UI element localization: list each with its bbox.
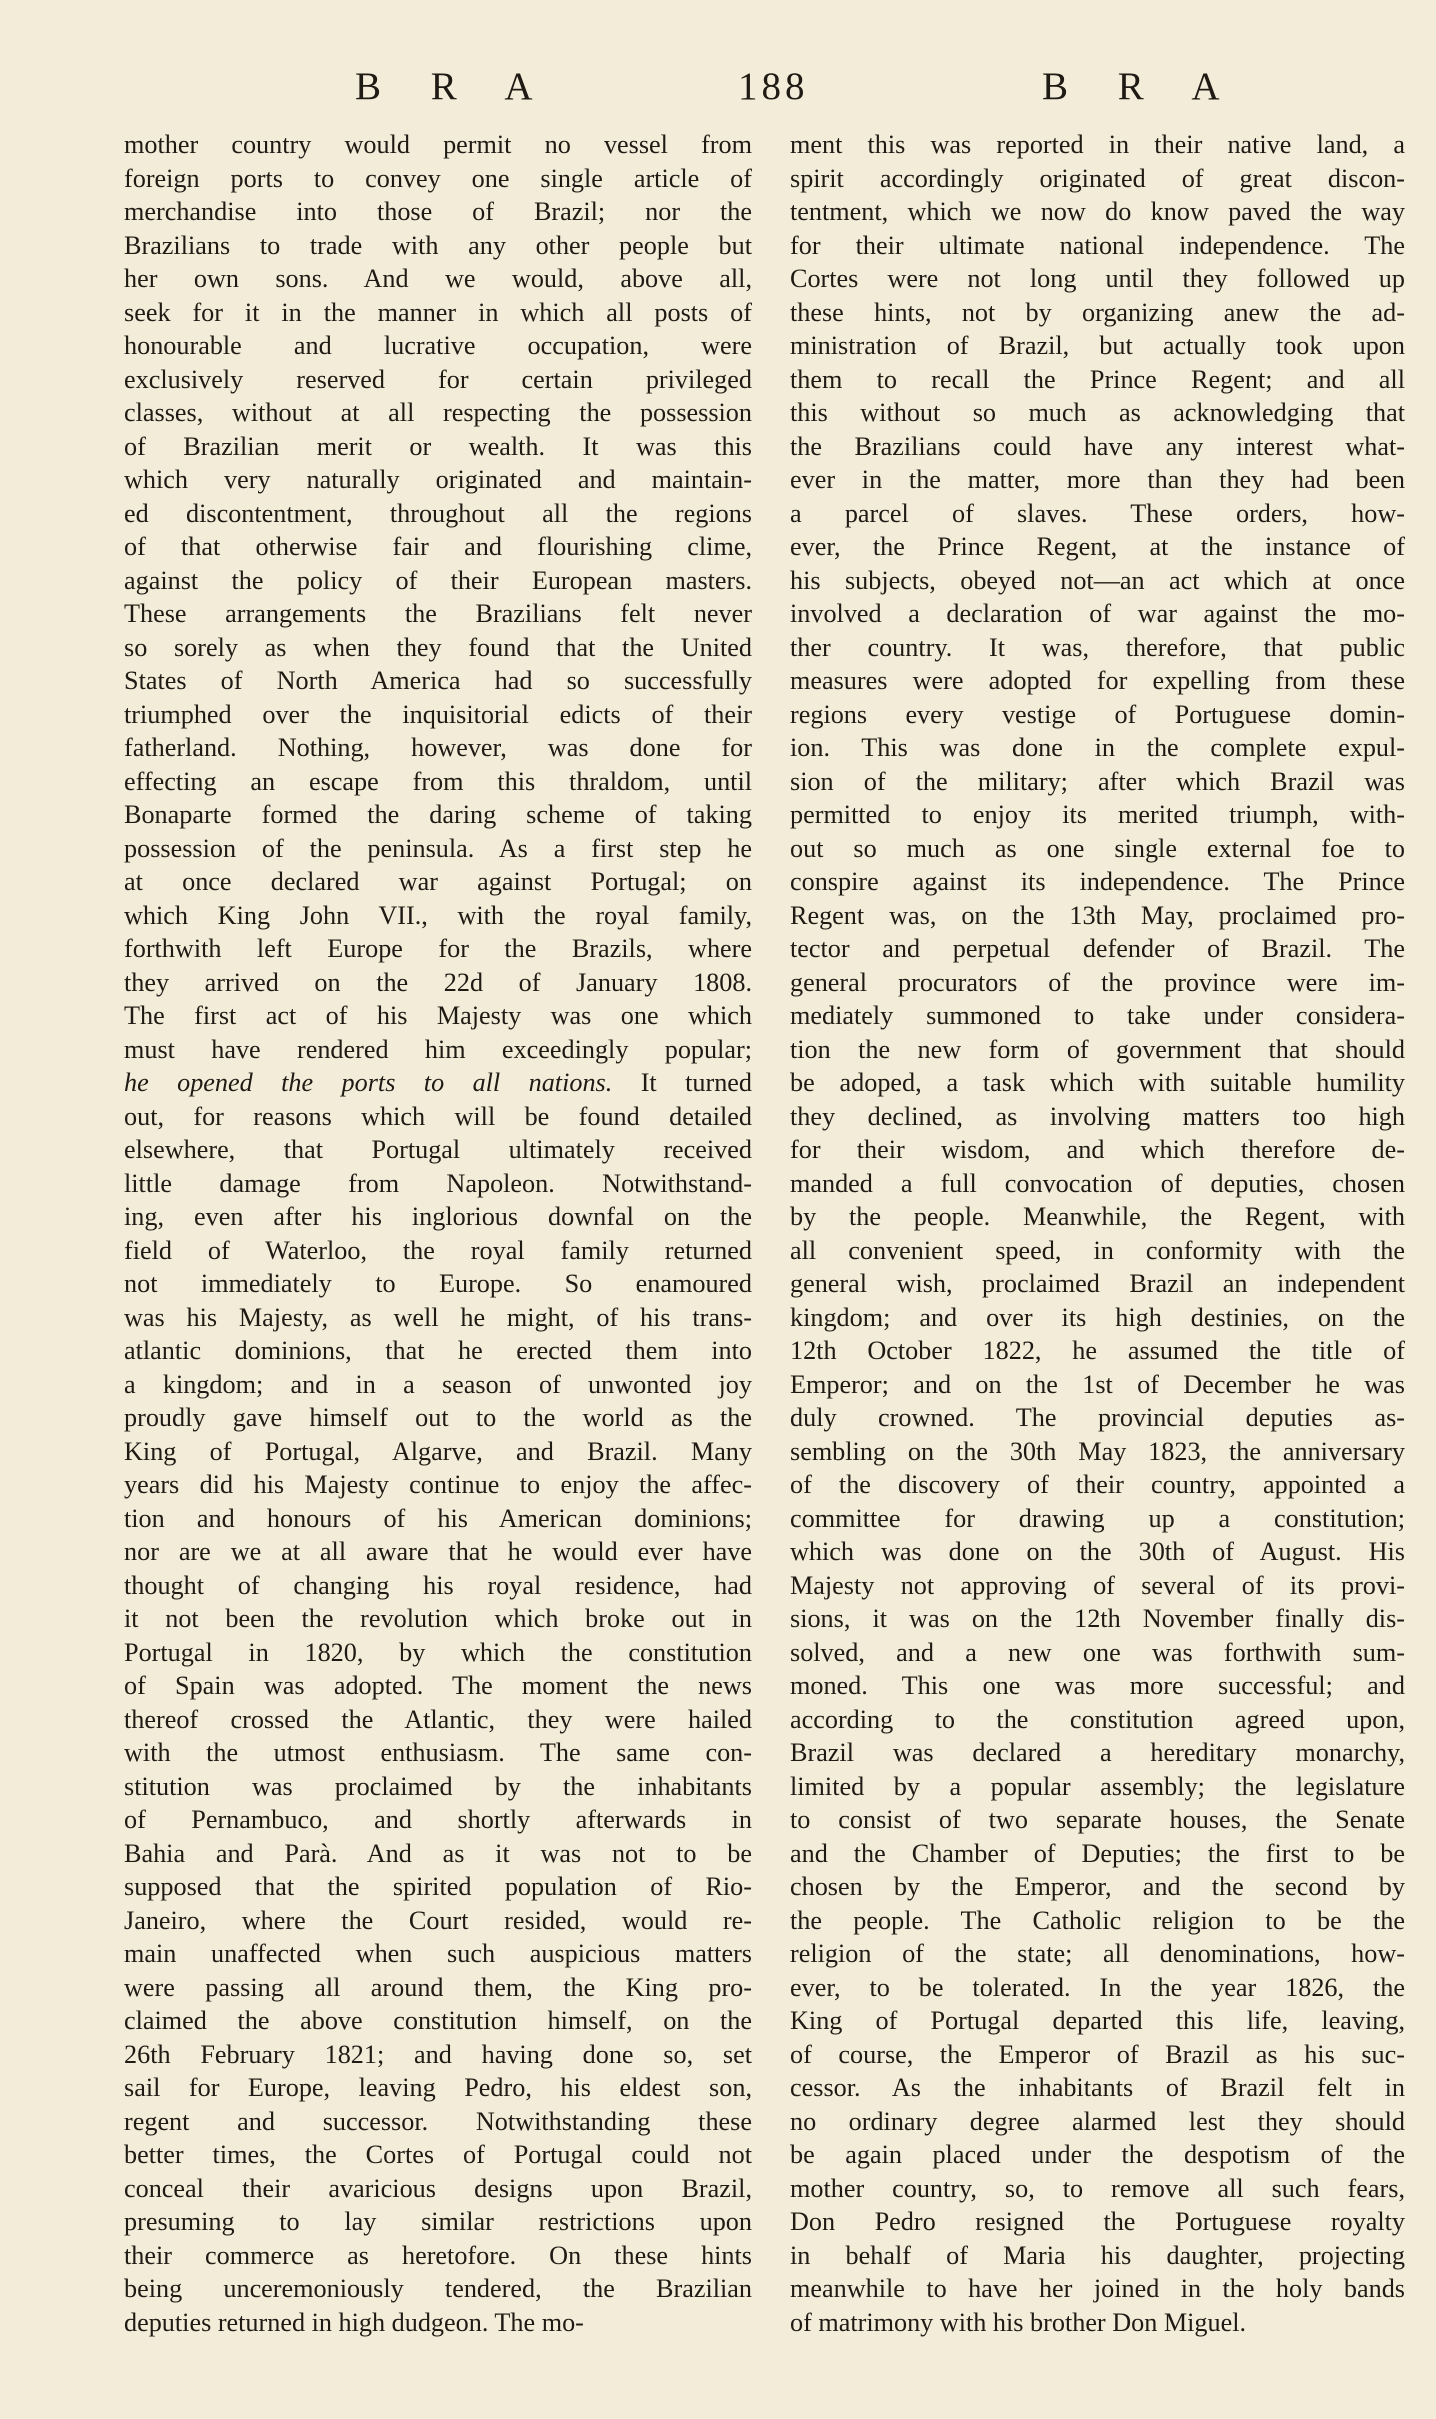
text-line: not immediately to Europe. So enamoured xyxy=(124,1269,752,1298)
text-line: involved a declaration of war against the mo- xyxy=(790,599,1405,628)
text-line: kingdom; and over its high destinies, on the xyxy=(790,1302,1405,1332)
text-line: years did his Majesty continue to enjoy the affec- xyxy=(124,1470,752,1499)
text-line: conceal their avaricious designs upon Brazil, xyxy=(124,2173,752,2203)
text-line: of Brazilian merit or wealth. It was this xyxy=(124,431,752,461)
text-line: regions every vestige of Portuguese domin- xyxy=(790,699,1405,729)
text-line: Bahia and Parà. And as it was not to be xyxy=(124,1838,752,1868)
text-line: little damage from Napoleon. Notwithstand- xyxy=(124,1168,752,1198)
text-line: manded a full convocation of deputies, chosen xyxy=(790,1168,1405,1198)
text-line: classes, without at all respecting the possession xyxy=(124,398,752,427)
text-line: tion the new form of government that should xyxy=(790,1034,1405,1064)
text-line: was his Majesty, as well he might, of his trans- xyxy=(124,1302,752,1332)
text-line: forthwith left Europe for the Brazils, where xyxy=(124,934,752,963)
text-line: chosen by the Emperor, and the second by xyxy=(790,1872,1405,1901)
text-line: mother country, so, to remove all such fears, xyxy=(790,2173,1405,2203)
text-line: of Pernambuco, and shortly afterwards in xyxy=(124,1805,752,1834)
text-line: Portugal in 1820, by which the constitution xyxy=(124,1637,752,1667)
text-line: of course, the Emperor of Brazil as his suc- xyxy=(790,2039,1405,2069)
text-line: these hints, not by organizing anew the ad- xyxy=(790,297,1405,327)
text-line: spirit accordingly originated of great discon- xyxy=(790,163,1405,193)
text-line: regent and successor. Notwithstanding these xyxy=(124,2106,752,2136)
text-line: limited by a popular assembly; the legislature xyxy=(790,1771,1405,1801)
text-line: proudly gave himself out to the world as the xyxy=(124,1403,752,1432)
text-line: his subjects, obeyed not—an act which at once xyxy=(790,565,1405,595)
text-line: effecting an escape from this thraldom, until xyxy=(124,766,752,796)
text-line: triumphed over the inquisitorial edicts of their xyxy=(124,699,752,729)
text-line: which was done on the 30th of August. His xyxy=(790,1537,1405,1566)
text-line: must have rendered him exceedingly popular; xyxy=(124,1034,752,1064)
text-line: claimed the above constitution himself, on the xyxy=(124,2006,752,2035)
text-line: duly crowned. The provincial deputies as- xyxy=(790,1403,1405,1432)
text-line: for their wisdom, and which therefore de- xyxy=(790,1135,1405,1164)
text-line: atlantic dominions, that he erected them into xyxy=(124,1336,752,1365)
text-line: by the people. Meanwhile, the Regent, with xyxy=(790,1202,1405,1231)
text-line: this without so much as acknowledging that xyxy=(790,398,1405,427)
text-line: meanwhile to have her joined in the holy bands xyxy=(790,2274,1405,2303)
text-line: thereof crossed the Atlantic, they were hailed xyxy=(124,1704,752,1734)
text-line: out so much as one single external foe to xyxy=(790,833,1405,863)
text-line: Majesty not approving of several of its provi- xyxy=(790,1570,1405,1600)
text-line: seek for it in the manner in which all posts of xyxy=(124,297,752,327)
text-line: nor are we at all aware that he would ever have xyxy=(124,1537,752,1566)
text-line: a parcel of slaves. These orders, how- xyxy=(790,498,1405,528)
text-line: Cortes were not long until they followed up xyxy=(790,264,1405,293)
text-line: mediately summoned to take under considera- xyxy=(790,1001,1405,1030)
text-line: ever, the Prince Regent, at the instance of xyxy=(790,532,1405,561)
header-left: B R A xyxy=(355,65,553,108)
text-line: States of North America had so successfully xyxy=(124,666,752,695)
text-line: cessor. As the inhabitants of Brazil felt in xyxy=(790,2073,1405,2102)
text-fragment: It turned xyxy=(612,1068,753,1097)
text-line: tentment, which we now do know paved the way xyxy=(790,197,1405,226)
text-line: with the utmost enthusiasm. The same con- xyxy=(124,1738,752,1767)
text-line: measures were adopted for expelling from these xyxy=(790,666,1405,695)
text-line: were passing all around them, the King pro- xyxy=(124,1972,752,2002)
text-line: 12th October 1822, he assumed the title of xyxy=(790,1336,1405,1365)
text-line: of Spain was adopted. The moment the news xyxy=(124,1671,752,1700)
text-line: and the Chamber of Deputies; the first to be xyxy=(790,1838,1405,1868)
text-line: mother country would permit no vessel from xyxy=(124,130,752,159)
text-line: be again placed under the despotism of the xyxy=(790,2140,1405,2169)
text-line: which very naturally originated and maintain- xyxy=(124,465,752,494)
text-line: Bonaparte formed the daring scheme of taking xyxy=(124,800,752,829)
text-line: The first act of his Majesty was one which xyxy=(124,1001,752,1030)
text-line: the Brazilians could have any interest what- xyxy=(790,431,1405,461)
text-line: a kingdom; and in a season of unwonted joy xyxy=(124,1369,752,1399)
running-header xyxy=(0,64,1436,124)
text-line: permitted to enjoy its merited triumph, with- xyxy=(790,800,1405,829)
text-line: ion. This was done in the complete expul- xyxy=(790,733,1405,762)
text-line: merchandise into those of Brazil; nor the xyxy=(124,197,752,226)
text-line: to consist of two separate houses, the Senate xyxy=(790,1805,1405,1834)
text-line: better times, the Cortes of Portugal could not xyxy=(124,2140,752,2169)
text-line: their commerce as heretofore. On these hints xyxy=(124,2240,752,2270)
text-line: ing, even after his inglorious downfal on the xyxy=(124,1202,752,1231)
text-line: ther country. It was, therefore, that public xyxy=(790,632,1405,662)
text-line: in behalf of Maria his daughter, projecting xyxy=(790,2240,1405,2270)
text-line: be adoped, a task which with suitable humility xyxy=(790,1068,1405,1097)
text-line: all convenient speed, in conformity with the xyxy=(790,1235,1405,1265)
text-line: tector and perpetual defender of Brazil. The xyxy=(790,934,1405,963)
text-line: Don Pedro resigned the Portuguese royalty xyxy=(790,2207,1405,2236)
text-line: ment this was reported in their native land, a xyxy=(790,130,1405,159)
text-line: thought of changing his royal residence, had xyxy=(124,1570,752,1600)
text-line: at once declared war against Portugal; on xyxy=(124,867,752,896)
text-line: being unceremoniously tendered, the Brazilian xyxy=(124,2274,752,2303)
text-line: ever in the matter, more than they had been xyxy=(790,465,1405,494)
text-line: Regent was, on the 13th May, proclaimed pro- xyxy=(790,900,1405,930)
text-line: it not been the revolution which broke out in xyxy=(124,1604,752,1633)
text-line: out, for reasons which will be found detailed xyxy=(124,1101,752,1131)
text-line: ed discontentment, throughout all the regions xyxy=(124,498,752,528)
header-right: B R A xyxy=(1042,65,1240,108)
page-number: 188 xyxy=(738,65,809,108)
text-line: presuming to lay similar restrictions upon xyxy=(124,2207,752,2236)
text-line: committee for drawing up a constitution; xyxy=(790,1503,1405,1533)
text-line: ministration of Brazil, but actually took upon xyxy=(790,331,1405,360)
text-line: according to the constitution agreed upon, xyxy=(790,1704,1405,1734)
text-line: Brazil was declared a hereditary monarchy, xyxy=(790,1738,1405,1767)
text-line: so sorely as when they found that the United xyxy=(124,632,752,662)
text-line: King of Portugal departed this life, leaving, xyxy=(790,2006,1405,2035)
italic-phrase: he opened the ports to all nations. xyxy=(124,1068,613,1097)
text-line: for their ultimate national independence. The xyxy=(790,230,1405,260)
right-column xyxy=(790,128,1405,2339)
text-line: sembling on the 30th May 1823, the anniversary xyxy=(790,1436,1405,1466)
text-line: 26th February 1821; and having done so, set xyxy=(124,2039,752,2069)
text-line: of that otherwise fair and flourishing clime, xyxy=(124,532,752,561)
text-line: of matrimony with his brother Don Miguel. xyxy=(790,2307,1247,2337)
text-line: her own sons. And we would, above all, xyxy=(124,264,752,293)
left-column xyxy=(124,128,752,2339)
text-line: main unaffected when such auspicious matters xyxy=(124,1939,752,1968)
text-line: Janeiro, where the Court resided, would re- xyxy=(124,1905,752,1935)
text-line: no ordinary degree alarmed lest they should xyxy=(790,2106,1405,2136)
text-line: which King John VII., with the royal family, xyxy=(124,900,752,930)
text-line xyxy=(124,1066,752,1100)
text-line: sion of the military; after which Brazil was xyxy=(790,766,1405,796)
text-line: foreign ports to convey one single article of xyxy=(124,163,752,193)
text-line: against the policy of their European masters. xyxy=(124,565,752,595)
text-line: they declined, as involving matters too high xyxy=(790,1101,1405,1131)
text-line: field of Waterloo, the royal family returned xyxy=(124,1235,752,1265)
text-line: ever, to be tolerated. In the year 1826, the xyxy=(790,1972,1405,2002)
text-line: of the discovery of their country, appointed a xyxy=(790,1470,1405,1499)
text-line: fatherland. Nothing, however, was done for xyxy=(124,733,752,762)
text-line: tion and honours of his American dominions; xyxy=(124,1503,752,1533)
text-line: honourable and lucrative occupation, were xyxy=(124,331,752,360)
text-line: the people. The Catholic religion to be the xyxy=(790,1905,1405,1935)
text-line: religion of the state; all denominations, how- xyxy=(790,1939,1405,1968)
text-line: exclusively reserved for certain privileged xyxy=(124,364,752,394)
text-line: supposed that the spirited population of Rio- xyxy=(124,1872,752,1901)
text-line: moned. This one was more successful; and xyxy=(790,1671,1405,1700)
text-line: King of Portugal, Algarve, and Brazil. Many xyxy=(124,1436,752,1466)
text-line: conspire against its independence. The Prince xyxy=(790,867,1405,896)
text-line: possession of the peninsula. As a first step he xyxy=(124,833,752,863)
text-line: them to recall the Prince Regent; and all xyxy=(790,364,1405,394)
text-line: general procurators of the province were im- xyxy=(790,967,1405,997)
text-line: deputies returned in high dudgeon. The mo- xyxy=(124,2307,584,2337)
text-line: sail for Europe, leaving Pedro, his eldest son, xyxy=(124,2073,752,2102)
text-line: stitution was proclaimed by the inhabitants xyxy=(124,1771,752,1801)
text-line: Emperor; and on the 1st of December he was xyxy=(790,1369,1405,1399)
text-line: they arrived on the 22d of January 1808. xyxy=(124,967,752,997)
text-line: These arrangements the Brazilians felt never xyxy=(124,599,752,628)
text-line: sions, it was on the 12th November finally dis- xyxy=(790,1604,1405,1633)
text-line: solved, and a new one was forthwith sum- xyxy=(790,1637,1405,1667)
text-line: elsewhere, that Portugal ultimately received xyxy=(124,1135,752,1164)
text-line: general wish, proclaimed Brazil an independent xyxy=(790,1269,1405,1298)
text-line: Brazilians to trade with any other people but xyxy=(124,230,752,260)
